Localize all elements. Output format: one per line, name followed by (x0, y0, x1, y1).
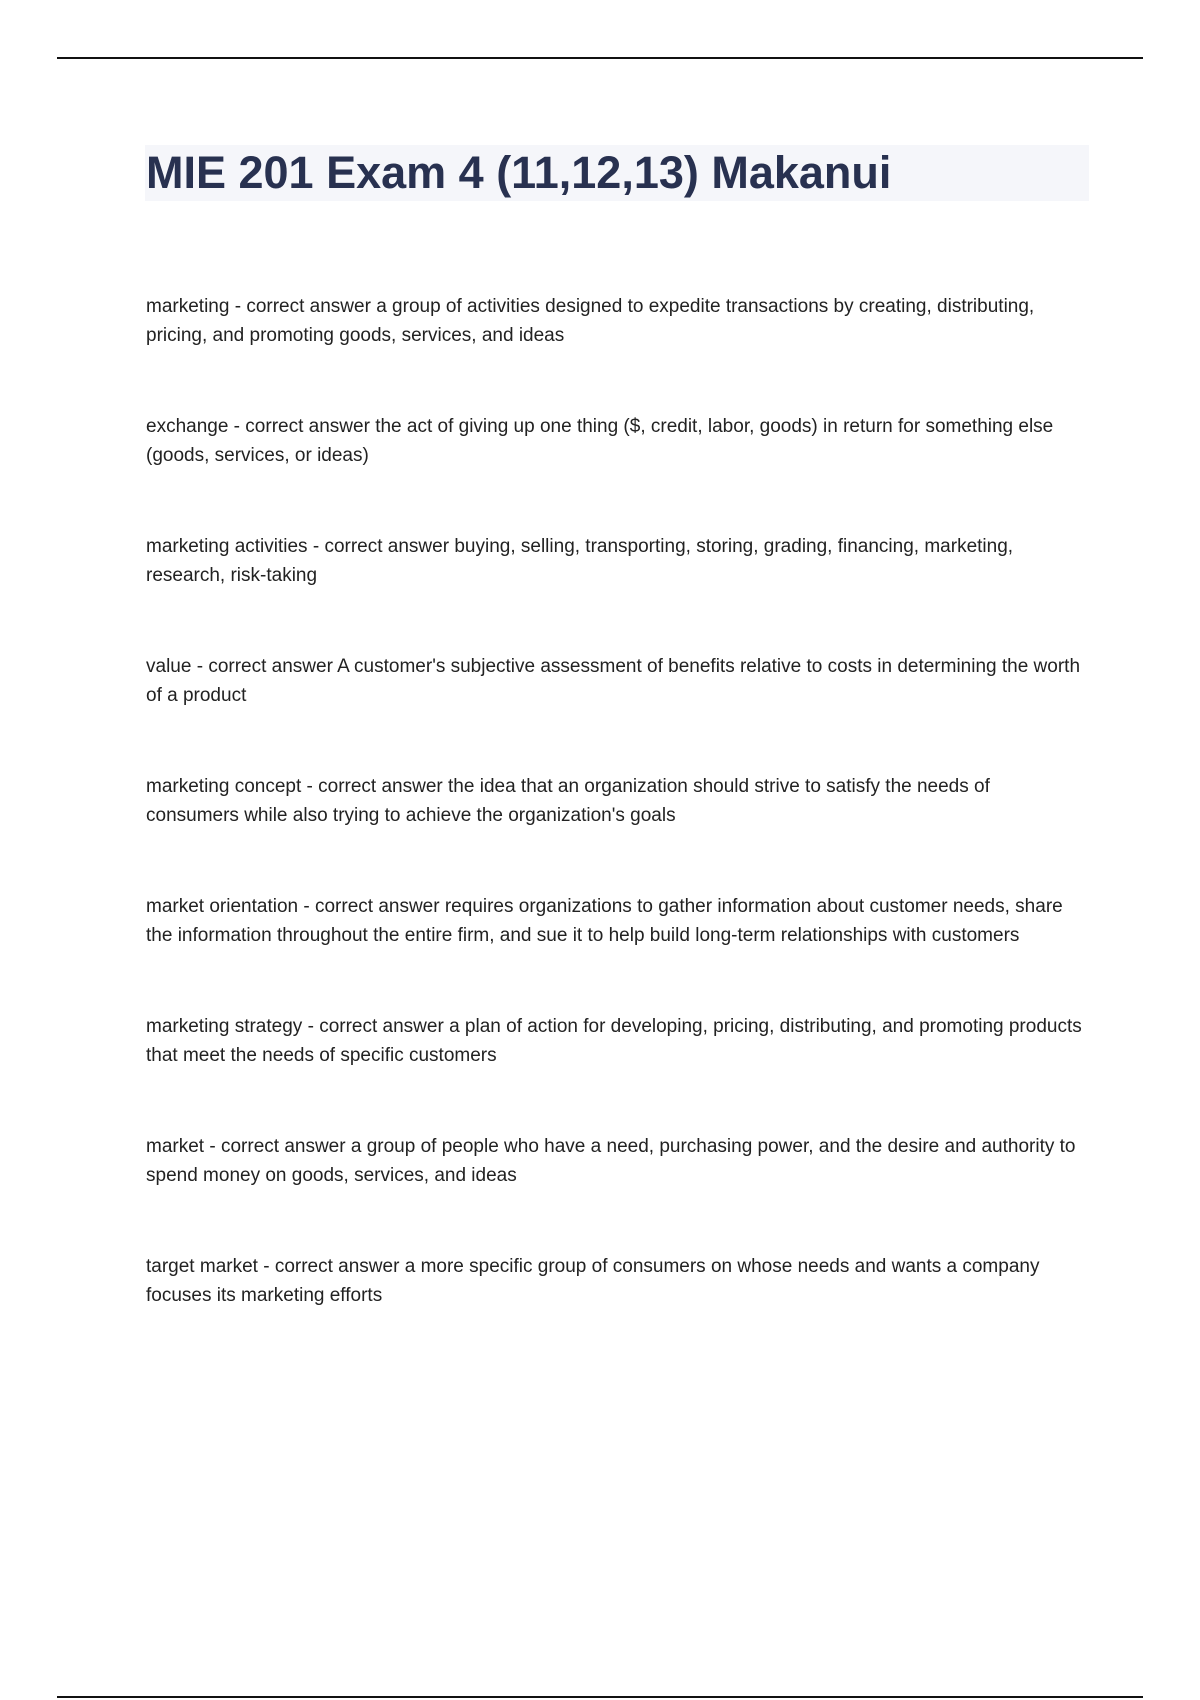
answer-label: correct answer (314, 896, 440, 917)
footer-divider (57, 1696, 1143, 1698)
entry-term: marketing - (146, 296, 246, 317)
flashcard-entry (146, 412, 1086, 470)
answer-label: correct answer (245, 416, 370, 437)
entry-definition: the act of giving up one thing ($, credit, labor, goods) in return for something else (goods, services, or ideas) (146, 416, 1054, 466)
entry-term: marketing concept - (146, 776, 318, 797)
flashcard-entry (146, 772, 1086, 830)
flashcard-list (146, 292, 1086, 1372)
entry-term: value - (146, 656, 208, 677)
entry-definition: requires organizations to gather information about customer needs, share the information throughout the entire firm, and sue it to help build long-term relationships with customers (146, 896, 1063, 946)
entry-definition: a more specific group of consumers on whose needs and wants a company focuses its marketing efforts (146, 1256, 1040, 1306)
flashcard-entry (146, 892, 1086, 950)
answer-label: correct answer (274, 1256, 400, 1277)
answer-label: correct answer (324, 536, 450, 557)
header-divider (57, 57, 1143, 59)
entry-definition: A customer's subjective assessment of benefits relative to costs in determining the worth of a product (146, 656, 1081, 706)
flashcard-entry (146, 1012, 1086, 1070)
answer-label: correct answer (319, 1016, 444, 1037)
flashcard-entry (146, 1252, 1086, 1310)
entry-definition: buying, selling, transporting, storing, grading, financing, marketing, research, risk-taking (146, 536, 1014, 586)
flashcard-entry (146, 1132, 1086, 1190)
answer-label: correct answer (208, 656, 333, 677)
entry-definition: the idea that an organization should strive to satisfy the needs of consumers while also trying to achieve the organization's goals (146, 776, 990, 826)
entry-definition: a group of activities designed to expedite transactions by creating, distributing, pricing, and promoting goods, services, and ideas (146, 296, 1035, 346)
answer-label: correct answer (246, 296, 371, 317)
entry-term: marketing strategy - (146, 1016, 319, 1037)
entry-definition: a group of people who have a need, purchasing power, and the desire and authority to spend money on goods, services, and ideas (146, 1136, 1076, 1186)
flashcard-entry (146, 652, 1086, 710)
answer-label: correct answer (318, 776, 443, 797)
entry-term: target market - (146, 1256, 275, 1277)
document-title: MIE 201 Exam 4 (11,12,13) Makanui (146, 147, 892, 198)
entry-term: exchange - (146, 416, 245, 437)
entry-term: market orientation - (146, 896, 315, 917)
entry-term: marketing activities - (146, 536, 324, 557)
entry-definition: a plan of action for developing, pricing, distributing, and promoting products that meet the needs of specific customers (146, 1016, 1082, 1066)
answer-label: correct answer (220, 1136, 346, 1157)
flashcard-entry (146, 532, 1086, 590)
entry-term: market - (146, 1136, 221, 1157)
flashcard-entry (146, 292, 1086, 350)
